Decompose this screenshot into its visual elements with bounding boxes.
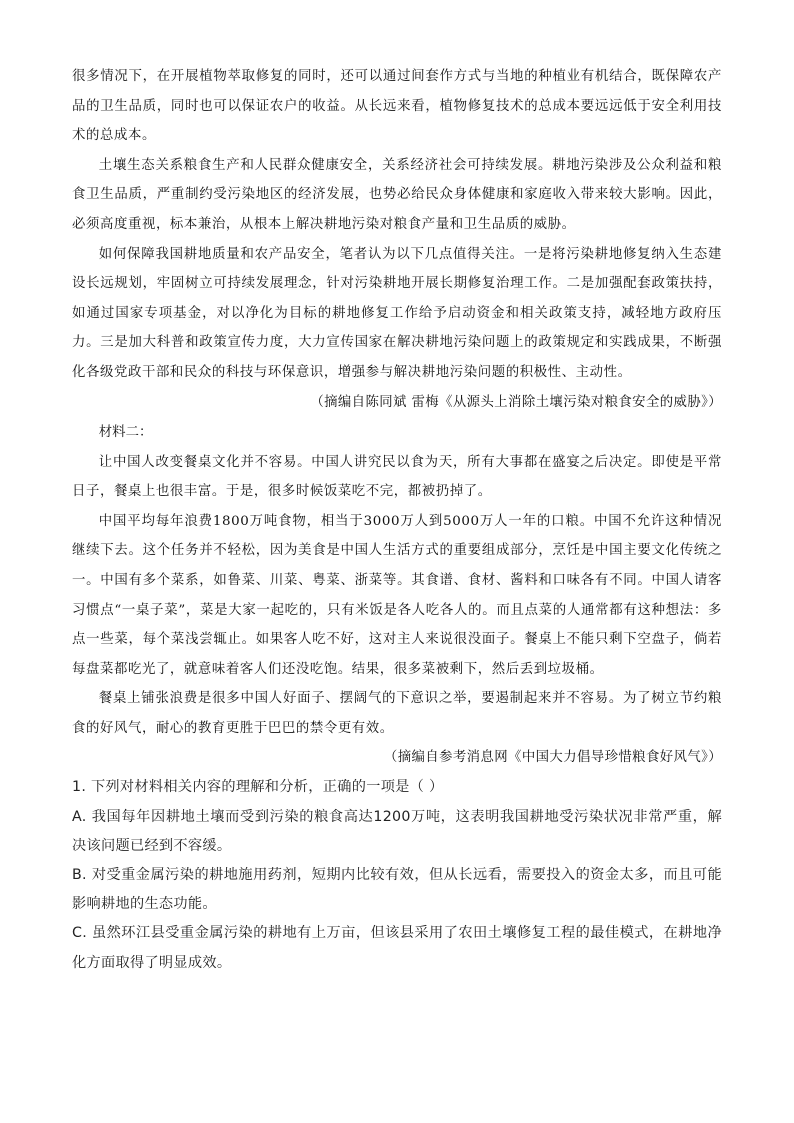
material2-source: （摘编自参考消息网《中国大力倡导珍惜粮食好风气》） <box>383 750 722 766</box>
material2-paragraph-1: 让中国人改变餐桌文化并不容易。中国人讲究民以食为天，所有大事都在盛宴之后决定。即使是平常日子，餐桌上也很丰富。于是，很多时候饭菜吃不完，都被扔掉了。 <box>72 454 722 500</box>
question1-option-b: B. 对受重金属污染的耕地施用药剂，短期内比较有效，但从长远看，需要投入的资金太多，而且可能影响耕地的生态功能。 <box>72 867 722 913</box>
question1-stem: 1. 下列对材料相关内容的理解和分析，正确的一项是（ ） <box>72 779 444 796</box>
material1-paragraph-2: 土壤生态关系粮食生产和人民群众健康安全，关系经济社会可持续发展。耕地污染涉及公众利益和粮食卫生品质，严重制约受污染地区的经济发展，也势必给民众身体健康和家庭收入带来较大影响。因此，必须高度重视，标本兼治，从根本上解决耕地污染对粮食产量和卫生品质的威胁。 <box>72 157 722 232</box>
material2-paragraph-3: 餐桌上铺张浪费是很多中国人好面子、摆阔气的下意识之举，要遏制起来并不容易。为了树立节约粮食的好风气，耐心的教育更胜于巴巴的禁令更有效。 <box>72 691 722 736</box>
material1-paragraph-continued: 很多情况下，在开展植物萃取修复的同时，还可以通过间套作方式与当地的种植业有机结合，既保障农产品的卫生品质，同时也可以保证农户的收益。从长远来看，植物修复技术的总成本要远远低于安全利用技术的总成本。 <box>72 69 722 144</box>
material2-paragraph-2: 中国平均每年浪费1800万吨食物，相当于3000万人到5000万人一年的口粮。中国不允许这种情况继续下去。这个任务并不轻松，因为美食是中国人生活方式的重要组成部分，烹饪是中国主要文化传统之一。中国有多个菜系，如鲁菜、川菜、粤菜、浙菜等。其食谱、食材、酱料和口味各有不同。中国人请客习惯点“一桌子菜”，菜是大家一起吃的，只有米饭是各人吃各人的。而且点菜的人通常都有这种想法：多点一些菜，每个菜浅尝辄止。如果客人吃不好，这对主人来说很没面子。餐桌上不能只剩下空盘子，倘若每盘菜都吃光了，就意味着客人们还没吃饱。结果，很多菜被剩下，然后丢到垃圾桶。 <box>72 513 722 677</box>
document-page <box>72 62 722 978</box>
material1-source: （摘编自陈同斌 雷梅《从源头上消除土壤污染对粮食安全的威胁》） <box>310 394 722 410</box>
question1-option-a: A. 我国每年因耕地土壤而受到污染的粮食高达1200万吨，这表明我国耕地受污染状况非常严重，解决该问题已经到不容缓。 <box>72 808 722 854</box>
material2-label: 材料二： <box>98 424 153 440</box>
question1-option-c: C. 虽然环江县受重金属污染的耕地有上万亩，但该县采用了农田土壤修复工程的最佳模式，在耕地净化方面取得了明显成效。 <box>72 925 722 971</box>
material1-paragraph-3: 如何保障我国耕地质量和农产品安全，笔者认为以下几点值得关注。一是将污染耕地修复纳入生态建设长远规划，牢固树立可持续发展理念，针对污染耕地开展长期修复治理工作。二是加强配套政策扶持，如通过国家专项基金，对以净化为目标的耕地修复工作给予启动资金和相关政策支持，减轻地方政府压力。三是加大科普和政策宣传力度，大力宣传国家在解决耕地污染问题上的政策规定和实践成果，不断强化各级党政干部和民众的科技与环保意识，增强参与解决耕地污染问题的积极性、主动性。 <box>72 246 722 380</box>
